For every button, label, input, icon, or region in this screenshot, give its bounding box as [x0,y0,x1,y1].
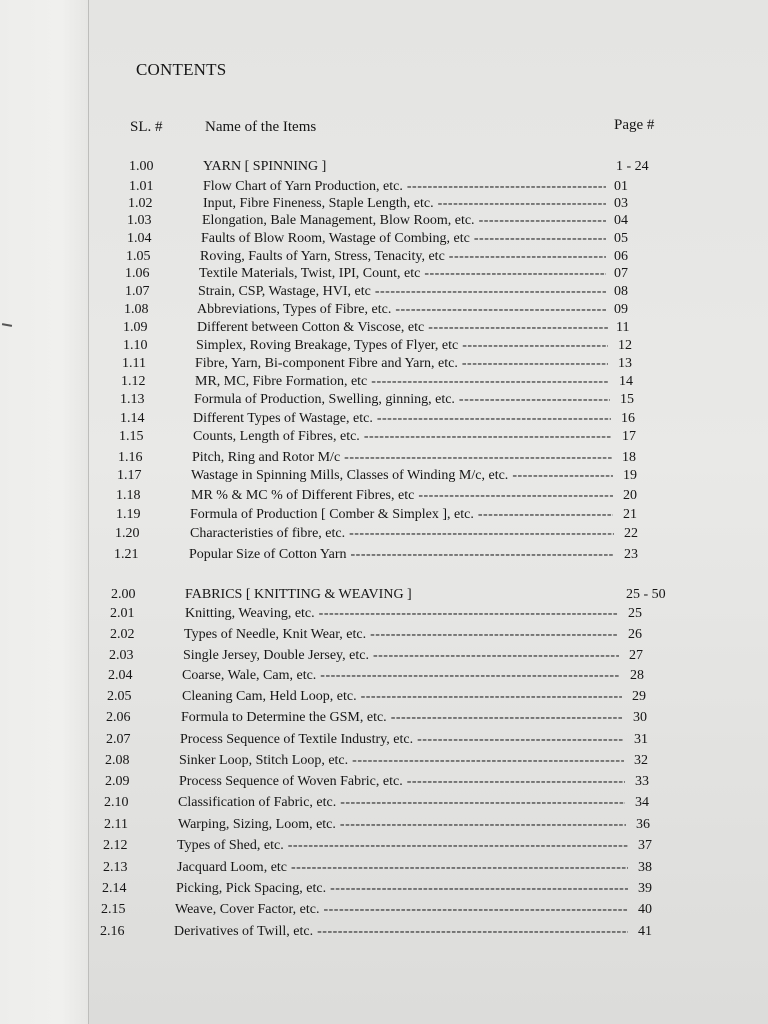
contents-entry-row [123,336,678,356]
contents-entry-row [120,409,681,429]
page-number: 41 [638,924,652,939]
page-number: 40 [638,902,652,917]
page-number: 31 [634,732,648,747]
contents-entry-row [104,793,695,813]
entry-title: Elongation, Bale Management, Blow Room, etc. ----- [202,211,606,231]
entry-title: Formula of Production, Swelling, ginning, etc. ----- [194,390,610,410]
contents-entry-row [119,427,682,447]
contents-entry-row [122,354,678,374]
contents-entry-row [106,730,694,750]
contents-entry-row [127,229,674,249]
page-number: 11 [616,320,630,335]
entry-title: Faults of Blow Room, Wastage of Combing, etc ----- [201,229,606,249]
contents-entry-row [102,879,698,899]
contents-entry-row [117,466,683,486]
entry-title: Abbreviations, Types of Fibre, etc. ----- [197,300,606,320]
page-number: 20 [623,488,637,503]
entry-title: Counts, Length of Fibres, etc. ----- [193,427,612,447]
page-number: 19 [623,468,637,483]
page-number: 27 [629,648,643,663]
contents-entry-row [104,815,696,835]
page-number: 22 [624,526,638,541]
entry-title: Formula of Production [ Comber & Simplex ], etc. ----- [190,505,613,525]
page-number: 14 [619,374,633,389]
page-number: 32 [634,753,648,768]
page-number: 12 [618,338,632,353]
entry-title: Flow Chart of Yarn Production, etc. ----- [203,177,606,197]
contents-entry-row [115,524,684,544]
entry-number: 1.21 [114,547,139,562]
entry-title: Popular Size of Cotton Yarn ----- [189,545,614,565]
page-number: 21 [623,507,637,522]
contents-entry-row [107,687,692,707]
entry-number: 2.03 [109,648,134,663]
page-number: 15 [620,392,634,407]
entry-number: 2.15 [101,902,126,917]
entry-number: 1.10 [123,338,148,353]
entry-title: Sinker Loop, Stitch Loop, etc. ----- [179,751,624,771]
entry-number: 1.04 [127,231,152,246]
entry-number: 1.08 [124,302,149,317]
section-heading-row [111,585,686,605]
entry-number: 1.19 [116,507,141,522]
page-number: 09 [614,302,628,317]
entry-number: 2.07 [106,732,131,747]
page-number: 36 [636,817,650,832]
contents-entry-row [124,300,674,320]
entry-title: Process Sequence of Woven Fabric, etc. ----- [179,772,625,792]
entry-title: Coarse, Wale, Cam, etc. ----- [182,666,620,686]
entry-number: 2.01 [110,606,135,621]
entry-number: 1.02 [128,196,153,211]
contents-entry-row [108,666,690,686]
entry-number: 2.02 [110,627,135,642]
contents-entry-row [118,448,682,468]
contents-entry-row [116,505,683,525]
entry-number: 1.14 [120,411,145,426]
contents-entry-row [103,858,698,878]
contents-entry-row [125,264,674,284]
page-number: 06 [614,249,628,264]
page-number: 03 [614,196,628,211]
entry-number: 2.09 [105,774,130,789]
entry-number: 1.03 [127,213,152,228]
page-number: 13 [618,356,632,371]
entry-number: 2.06 [106,710,131,725]
contents-title: CONTENTS [136,60,227,79]
entry-number: 1.15 [119,429,144,444]
entry-number: 2.05 [107,689,132,704]
entry-title: Strain, CSP, Wastage, HVI, etc ----- [198,282,606,302]
entry-number: 2.13 [103,860,128,875]
page-number: 1 - 24 [616,159,649,174]
entry-title: Different between Cotton & Viscose, etc ----- [197,318,608,338]
entry-number: 1.09 [123,320,148,335]
entry-title: Single Jersey, Double Jersey, etc. ----- [183,646,619,666]
entry-title: Process Sequence of Textile Industry, etc. ----- [180,730,624,750]
entry-number: 1.17 [117,468,142,483]
entry-title: Simplex, Roving Breakage, Types of Flyer, etc ----- [196,336,608,356]
contents-entry-row [110,604,688,624]
entry-number: 2.12 [103,838,128,853]
contents-entry-row [101,900,698,920]
entry-title: Roving, Faults of Yarn, Stress, Tenacity, etc ----- [200,247,606,267]
entry-number: 1.11 [122,356,146,371]
contents-entry-row [120,390,680,410]
contents-entry-row [125,282,674,302]
page-number: 39 [638,881,652,896]
page-number: 05 [614,231,628,246]
entry-number: 1.00 [129,159,154,174]
section-title: YARN [ SPINNING ] [203,159,327,174]
entry-number: 1.16 [118,450,143,465]
entry-title: Types of Shed, etc. ----- [177,836,628,856]
contents-entry-row [114,545,684,565]
entry-number: 2.00 [111,587,136,602]
entry-title: Knitting, Weaving, etc. ----- [185,604,618,624]
entry-number: 2.14 [102,881,127,896]
contents-entry-row [105,751,694,771]
entry-number: 1.18 [116,488,141,503]
entry-title: Warping, Sizing, Loom, etc. ----- [178,815,626,835]
contents-entry-row [106,708,693,728]
entry-number: 1.01 [129,179,154,194]
entry-title: MR % & MC % of Different Fibres, etc ----- [191,486,613,506]
page-number: 23 [624,547,638,562]
column-header-name: Name of the Items [205,119,317,135]
entry-title: Wastage in Spinning Mills, Classes of Winding M/c, etc. ----- [191,466,613,486]
contents-entry-row [121,372,679,392]
column-header-sl: SL. # [130,119,163,135]
entry-title: Picking, Pick Spacing, etc. ----- [176,879,628,899]
page-number: 26 [628,627,642,642]
section-heading-row [129,157,676,177]
entry-number: 2.16 [100,924,125,939]
contents-entry-row [105,772,695,792]
page-number: 18 [622,450,636,465]
entry-title: Derivatives of Twill, etc. ----- [174,922,628,942]
contents-entry-row [100,922,698,942]
entry-number: 1.13 [120,392,145,407]
entry-number: 1.05 [126,249,151,264]
entry-title: Textile Materials, Twist, IPI, Count, etc ----- [199,264,606,284]
entry-title: Characteristies of fibre, etc. ----- [190,524,614,544]
contents-entry-row [116,486,683,506]
page-number: 04 [614,213,628,228]
page-number: 37 [638,838,652,853]
entry-number: 1.12 [121,374,146,389]
entry-title: Input, Fibre Fineness, Staple Length, etc. ----- [203,194,606,214]
page-number: 29 [632,689,646,704]
section-title: FABRICS [ KNITTING & WEAVING ] [185,587,412,602]
entry-title: Types of Needle, Knit Wear, etc. ----- [184,625,618,645]
page-number: 01 [614,179,628,194]
contents-entry-row [123,318,676,338]
contents-entry-row [127,211,674,231]
entry-number: 1.07 [125,284,150,299]
page-number: 30 [633,710,647,725]
entry-title: Cleaning Cam, Held Loop, etc. ----- [182,687,622,707]
entry-title: Pitch, Ring and Rotor M/c ----- [192,448,612,468]
page-number: 34 [635,795,649,810]
page-number: 08 [614,284,628,299]
entry-number: 2.11 [104,817,128,832]
entry-title: Classification of Fabric, etc. ----- [178,793,625,813]
entry-title: MR, MC, Fibre Formation, etc ----- [195,372,609,392]
contents-entry-row [110,625,688,645]
page-number: 07 [614,266,628,281]
contents-entry-row [103,836,698,856]
column-header-page: Page # [614,117,655,133]
page-number: 33 [635,774,649,789]
page-number: 16 [621,411,635,426]
entry-title: Weave, Cover Factor, etc. ----- [175,900,628,920]
entry-number: 2.08 [105,753,130,768]
page-number: 28 [630,668,644,683]
page-number: 38 [638,860,652,875]
entry-number: 1.20 [115,526,140,541]
entry-title: Jacquard Loom, etc ----- [177,858,628,878]
entry-title: Fibre, Yarn, Bi-component Fibre and Yarn, etc. ----- [195,354,608,374]
page-number: 25 [628,606,642,621]
entry-title: Formula to Determine the GSM, etc. ----- [181,708,623,728]
page-number: 17 [622,429,636,444]
entry-number: 1.06 [125,266,150,281]
contents-entry-row [109,646,689,666]
entry-number: 2.10 [104,795,129,810]
page-number: 25 - 50 [626,587,666,602]
entry-title: Different Types of Wastage, etc. ----- [193,409,611,429]
entry-number: 2.04 [108,668,133,683]
